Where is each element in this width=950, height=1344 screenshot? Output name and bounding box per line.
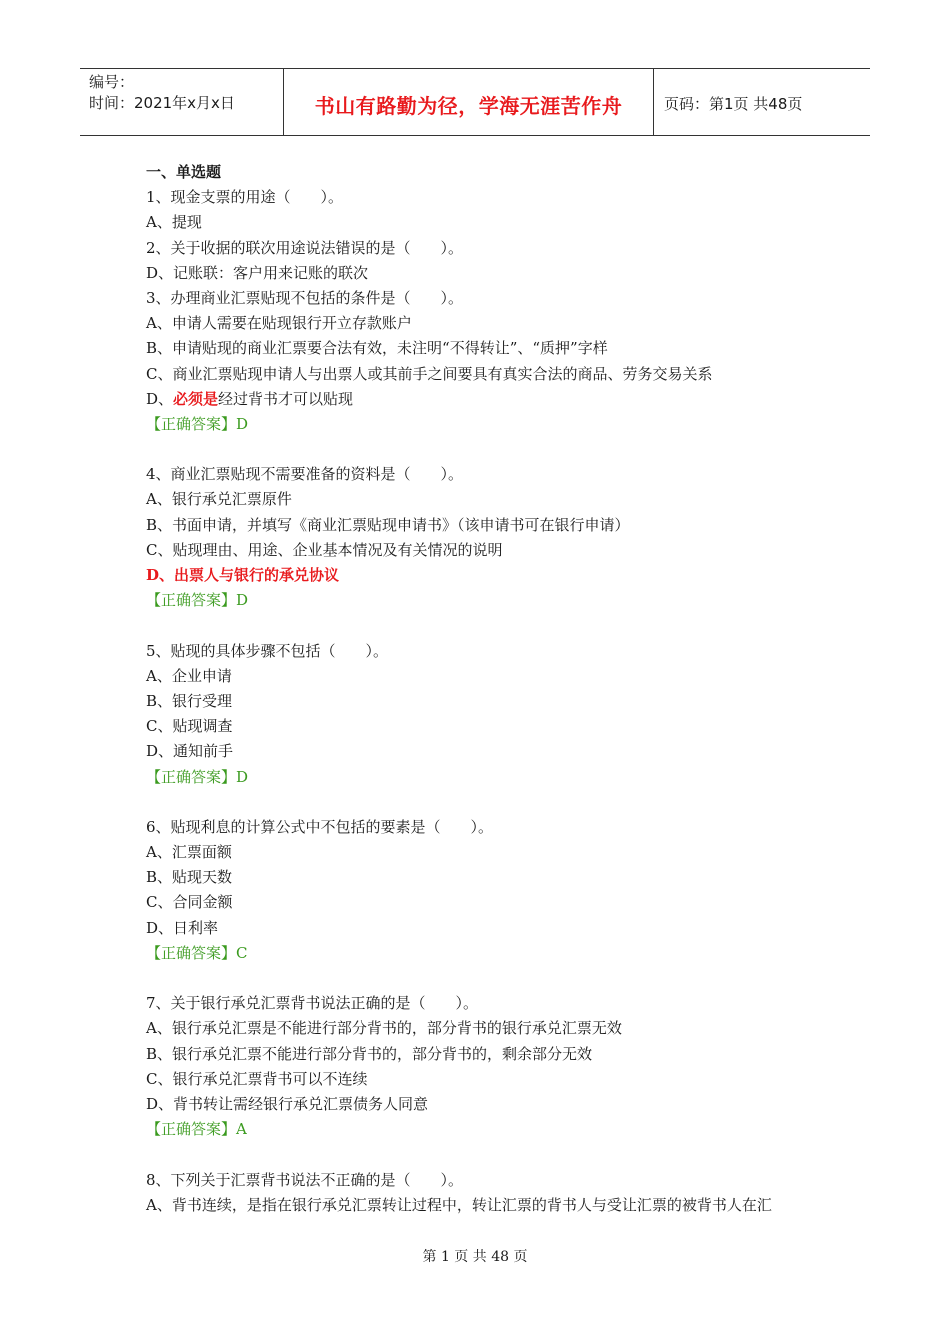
option-a: A、提现 (146, 213, 202, 232)
option-b: B、银行受理 (146, 691, 233, 710)
question-8 (146, 1168, 866, 1218)
spacer (146, 1142, 866, 1167)
question-stem: 3、办理商业汇票贴现不包括的条件是（ ）。 (146, 288, 464, 307)
question-stem: 5、贴现的具体步骤不包括（ ）。 (146, 641, 389, 660)
option-a: A、申请人需要在贴现银行开立存款账户 (146, 314, 412, 333)
correct-answer: 【正确答案】D (146, 591, 249, 610)
option-d: D、出票人与银行的承兑协议 (146, 566, 340, 584)
header-motto-cell (283, 69, 654, 135)
option-d: D、记账联：客户用来记账的联次 (146, 263, 369, 282)
option-c: C、贴现调查 (146, 717, 233, 736)
page-info: 页码：第1页 共48页 (664, 95, 803, 113)
question-4 (146, 462, 866, 613)
option-c: C、贴现理由、用途、企业基本情况及有关情况的说明 (146, 540, 503, 559)
option-d: D、背书转让需经银行承兑汇票债务人同意 (146, 1094, 429, 1113)
section-title: 一、单选题 (146, 163, 222, 181)
question-5 (146, 639, 866, 790)
option-d-prefix: D、 (146, 389, 174, 408)
correct-answer: 【正确答案】C (146, 943, 248, 962)
question-2 (146, 236, 866, 286)
option-b: B、贴现天数 (146, 868, 233, 887)
question-stem: 4、商业汇票贴现不需要准备的资料是（ ）。 (146, 465, 464, 484)
option-d: D、日利率 (146, 918, 219, 937)
option-c: C、合同金额 (146, 893, 233, 912)
option-d: D、通知前手 (146, 742, 234, 761)
option-a: A、背书连续，是指在银行承兑汇票转让过程中，转让汇票的背书人与受让汇票的被背书人在汇 (146, 1195, 772, 1214)
option-d-highlight: 必须是 (173, 389, 219, 408)
option-b: B、银行承兑汇票不能进行部分背书的，部分背书的，剩余部分无效 (146, 1044, 593, 1063)
spacer (146, 613, 866, 638)
option-c: C、商业汇票贴现申请人与出票人或其前手之间要具有真实合法的商品、劳务交易关系 (146, 364, 713, 383)
correct-answer: 【正确答案】A (146, 1120, 247, 1139)
spacer (146, 966, 866, 991)
question-1 (146, 185, 866, 235)
header-page-cell (654, 69, 870, 135)
correct-answer: 【正确答案】D (146, 414, 249, 433)
question-stem: 6、贴现利息的计算公式中不包括的要素是（ ）。 (146, 817, 494, 836)
serial-number-label: 编号： (89, 73, 135, 91)
option-d-suffix: 经过背书才可以贴现 (218, 389, 354, 408)
question-stem: 1、现金支票的用途（ ）。 (146, 188, 344, 207)
option-c: C、银行承兑汇票背书可以不连续 (146, 1069, 368, 1088)
question-3 (146, 286, 866, 437)
header-meta-cell (80, 69, 283, 135)
option-d (146, 387, 866, 412)
option-b: B、书面申请，并填写《商业汇票贴现申请书》（该申请书可在银行申请） (146, 515, 630, 534)
option-a: A、企业申请 (146, 666, 232, 685)
document-header (80, 68, 870, 136)
date-label: 时间：2021年x月x日 (89, 94, 235, 112)
spacer (146, 790, 866, 815)
question-stem: 2、关于收据的联次用途说法错误的是（ ）。 (146, 238, 464, 257)
question-6 (146, 815, 866, 966)
question-7 (146, 991, 866, 1142)
correct-answer: 【正确答案】D (146, 767, 249, 786)
motto-text: 书山有路勤为径，学海无涯苦作舟 (314, 93, 623, 118)
question-stem: 7、关于银行承兑汇票背书说法正确的是（ ）。 (146, 994, 479, 1013)
question-stem: 8、下列关于汇票背书说法不正确的是（ ）。 (146, 1170, 464, 1189)
document-body (146, 160, 866, 1218)
option-a: A、汇票面额 (146, 843, 232, 862)
spacer (146, 437, 866, 462)
option-a: A、银行承兑汇票是不能进行部分背书的，部分背书的银行承兑汇票无效 (146, 1019, 622, 1038)
page-footer: 第 1 页 共 48 页 (422, 1249, 528, 1265)
option-b: B、申请贴现的商业汇票要合法有效，未注明“不得转让”、“质押”字样 (146, 339, 608, 358)
option-a: A、银行承兑汇票原件 (146, 490, 292, 509)
